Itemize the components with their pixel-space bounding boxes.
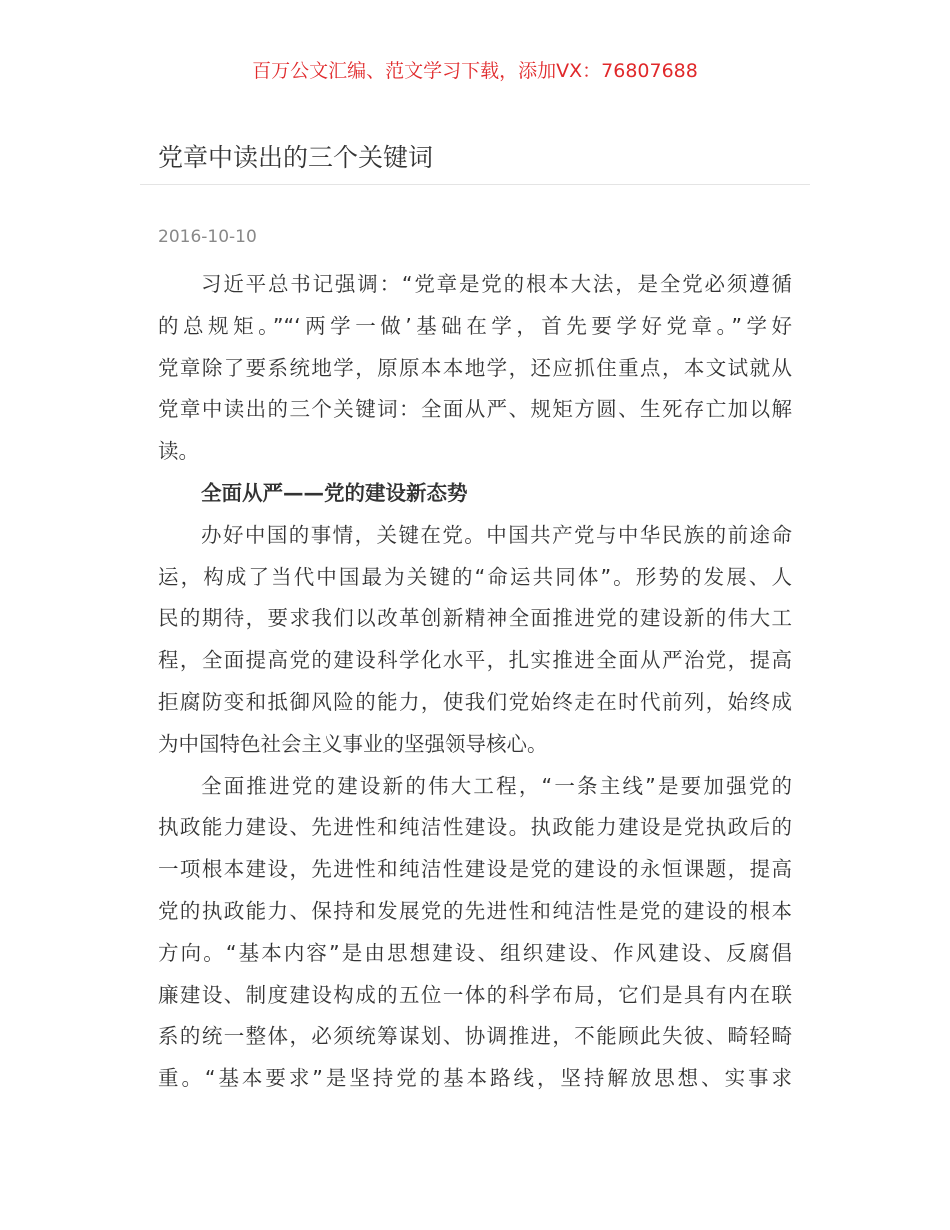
article-body bbox=[158, 264, 792, 1100]
title-divider bbox=[140, 184, 810, 185]
text-line: 程，全面提高党的建设科学化水平，扎实推进全面从严治党，提高 bbox=[158, 648, 792, 673]
text-line: 为中国特色社会主义事业的坚强领导核心。 bbox=[158, 731, 548, 756]
section-heading: 全面从严——党的建设新态势 bbox=[201, 480, 468, 505]
text-line: 运，构成了当代中国最为关键的“命运共同体”。形势的发展、人 bbox=[158, 564, 792, 589]
article-title: 党章中读出的三个关键词 bbox=[158, 143, 434, 172]
text-line: 方向。“基本内容”是由思想建设、组织建设、作风建设、反腐倡 bbox=[158, 940, 792, 965]
paragraph-3 bbox=[158, 766, 792, 1100]
paragraph-2 bbox=[158, 515, 792, 766]
paragraph-1 bbox=[158, 264, 792, 473]
text-line: 党章除了要系统地学，原原本本地学，还应抓住重点，本文试就从 bbox=[158, 355, 792, 380]
promo-banner: 百万公文汇编、范文学习下载，添加VX：76807688 bbox=[252, 60, 698, 82]
text-line: 习近平总书记强调：“党章是党的根本大法，是全党必须遵循 bbox=[201, 272, 792, 296]
text-line: 的总规矩。”“‘两学一做’基础在学，首先要学好党章。”学好 bbox=[158, 313, 792, 338]
text-line: 一项根本建设，先进性和纯洁性建设是党的建设的永恒课题，提高 bbox=[158, 857, 792, 882]
text-line: 重。“基本要求”是坚持党的基本路线，坚持解放思想、实事求 bbox=[158, 1066, 792, 1091]
text-line: 办好中国的事情，关键在党。中国共产党与中华民族的前途命 bbox=[201, 522, 792, 547]
text-line: 党章中读出的三个关键词：全面从严、规矩方圆、生死存亡加以解 bbox=[158, 397, 792, 422]
text-line: 党的执政能力、保持和发展党的先进性和纯洁性是党的建设的根本 bbox=[158, 898, 792, 923]
text-line: 民的期待，要求我们以改革创新精神全面推进党的建设新的伟大工 bbox=[158, 606, 792, 631]
text-line: 执政能力建设、先进性和纯洁性建设。执政能力建设是党执政后的 bbox=[158, 815, 792, 840]
text-line: 全面推进党的建设新的伟大工程，“一条主线”是要加强党的 bbox=[201, 773, 792, 798]
text-line: 廉建设、制度建设构成的五位一体的科学布局，它们是具有内在联 bbox=[158, 982, 792, 1007]
article-date: 2016-10-10 bbox=[158, 227, 257, 247]
text-line: 系的统一整体，必须统筹谋划、协调推进，不能顾此失彼、畸轻畸 bbox=[158, 1024, 792, 1049]
text-line: 读。 bbox=[158, 439, 199, 464]
text-line: 拒腐防变和抵御风险的能力，使我们党始终走在时代前列，始终成 bbox=[158, 689, 792, 714]
